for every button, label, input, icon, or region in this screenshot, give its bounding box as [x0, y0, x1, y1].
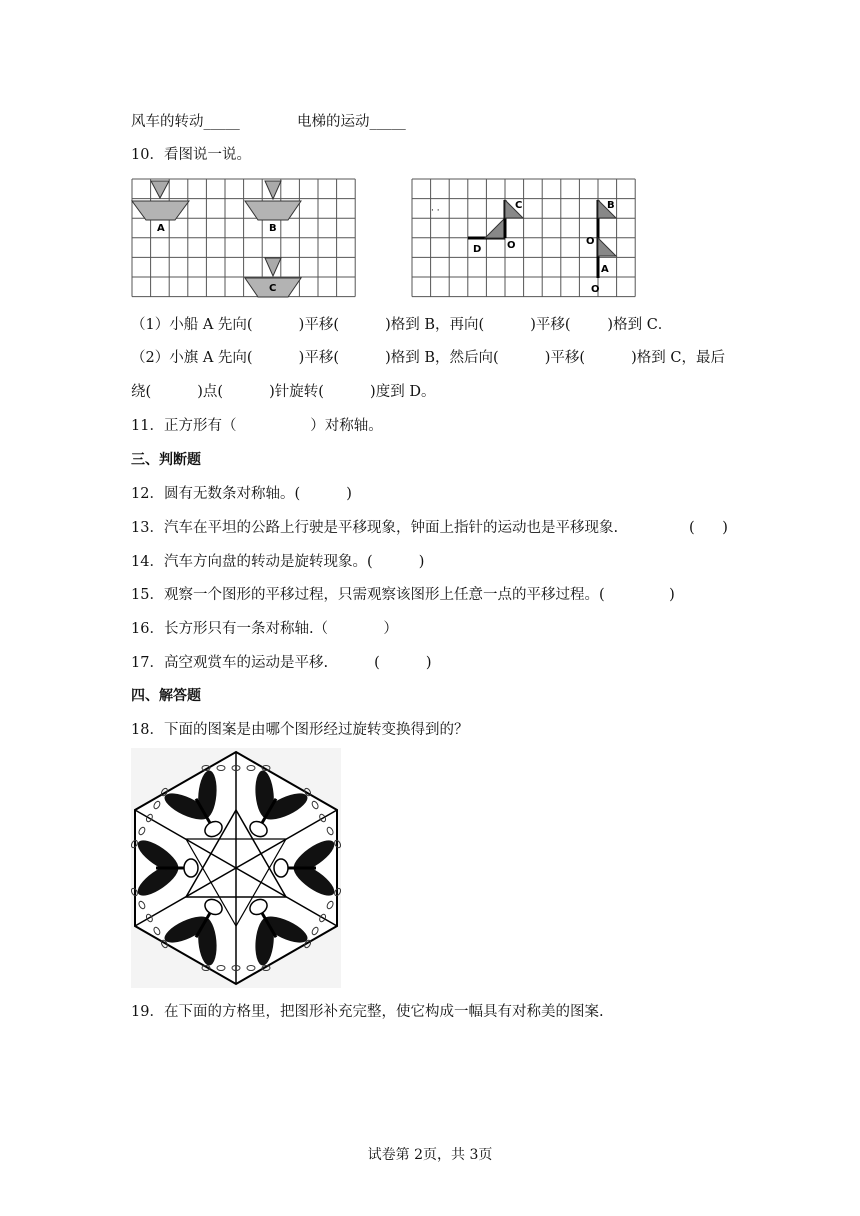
- q13-answer-paren: ( ): [689, 520, 728, 536]
- q10-sub1: （1）小船 A 先向( )平移( )格到 B，再向( )平移( )格到 C．: [131, 317, 673, 333]
- q17-text: 17．高空观赏车的运动是平移. ( ): [131, 655, 432, 671]
- label-flag-a: A: [601, 264, 609, 275]
- q10-sub2-line1: （2）小旗 A 先向( )平移( )格到 B，然后向( )平移( )格到 C，最后: [131, 350, 726, 366]
- q13-text: 13．汽车在平坦的公路上行驶是平移现象，钟面上指针的运动也是平移现象.: [131, 520, 619, 536]
- q15-text: 15．观察一个图形的平移过程，只需观察该图形上任意一点的平移过程。( ): [131, 587, 675, 603]
- label-flag-d: D: [473, 244, 482, 255]
- q18-text: 18．下面的图案是由哪个图形经过旋转变换得到的？: [131, 722, 469, 738]
- label-boat-c: C: [269, 283, 277, 294]
- boat-b-hull: [245, 201, 301, 220]
- boat-a-hull: [132, 201, 189, 220]
- flag-grid-figure: [411, 178, 637, 298]
- q12-text: 12．圆有无数条对称轴。( ): [131, 486, 352, 502]
- boat-c-sail: [265, 258, 281, 276]
- label-point-o-1: O: [507, 240, 516, 251]
- boat-grid-figure: [131, 178, 357, 298]
- label-boat-b: B: [269, 223, 277, 234]
- flag-a-flag: [598, 238, 616, 256]
- label-boat-a: A: [157, 223, 165, 234]
- page-footer: 试卷第 2页，共 3页: [367, 1147, 493, 1163]
- hexagon-rotation-pattern: [131, 748, 341, 988]
- flag-d-flag: [485, 218, 505, 238]
- q14-text: 14．汽车方向盘的转动是旋转现象。( ): [131, 554, 425, 570]
- q10-sub2-line2: 绕( )点( )针旋转( )度到 D。: [131, 384, 436, 400]
- stray-dots: · ·: [431, 206, 440, 216]
- q9-elevator-text: 电梯的运动_____: [297, 114, 406, 130]
- spoon-bowl: [274, 859, 288, 877]
- boat-b-sail: [265, 181, 281, 199]
- q19-text: 19．在下面的方格里，把图形补充完整，使它构成一幅具有对称美的图案.: [131, 1004, 604, 1020]
- label-flag-c: C: [515, 200, 523, 211]
- boat-a-sail: [151, 181, 169, 198]
- section-answer-heading: 四、解答题: [131, 688, 201, 704]
- section-judgement-heading: 三、判断题: [131, 452, 201, 468]
- q10-stem: 10．看图说一说。: [131, 147, 251, 163]
- label-point-o-3: O: [591, 284, 600, 295]
- q16-text: 16．长方形只有一条对称轴.（ ）: [131, 621, 398, 637]
- label-flag-b: B: [607, 200, 615, 211]
- q9-windmill-text: 风车的转动_____: [131, 114, 240, 130]
- label-point-o-2: O: [586, 236, 595, 247]
- q11-text: 11．正方形有（ ）对称轴。: [131, 418, 383, 434]
- spoon-bowl: [184, 859, 198, 877]
